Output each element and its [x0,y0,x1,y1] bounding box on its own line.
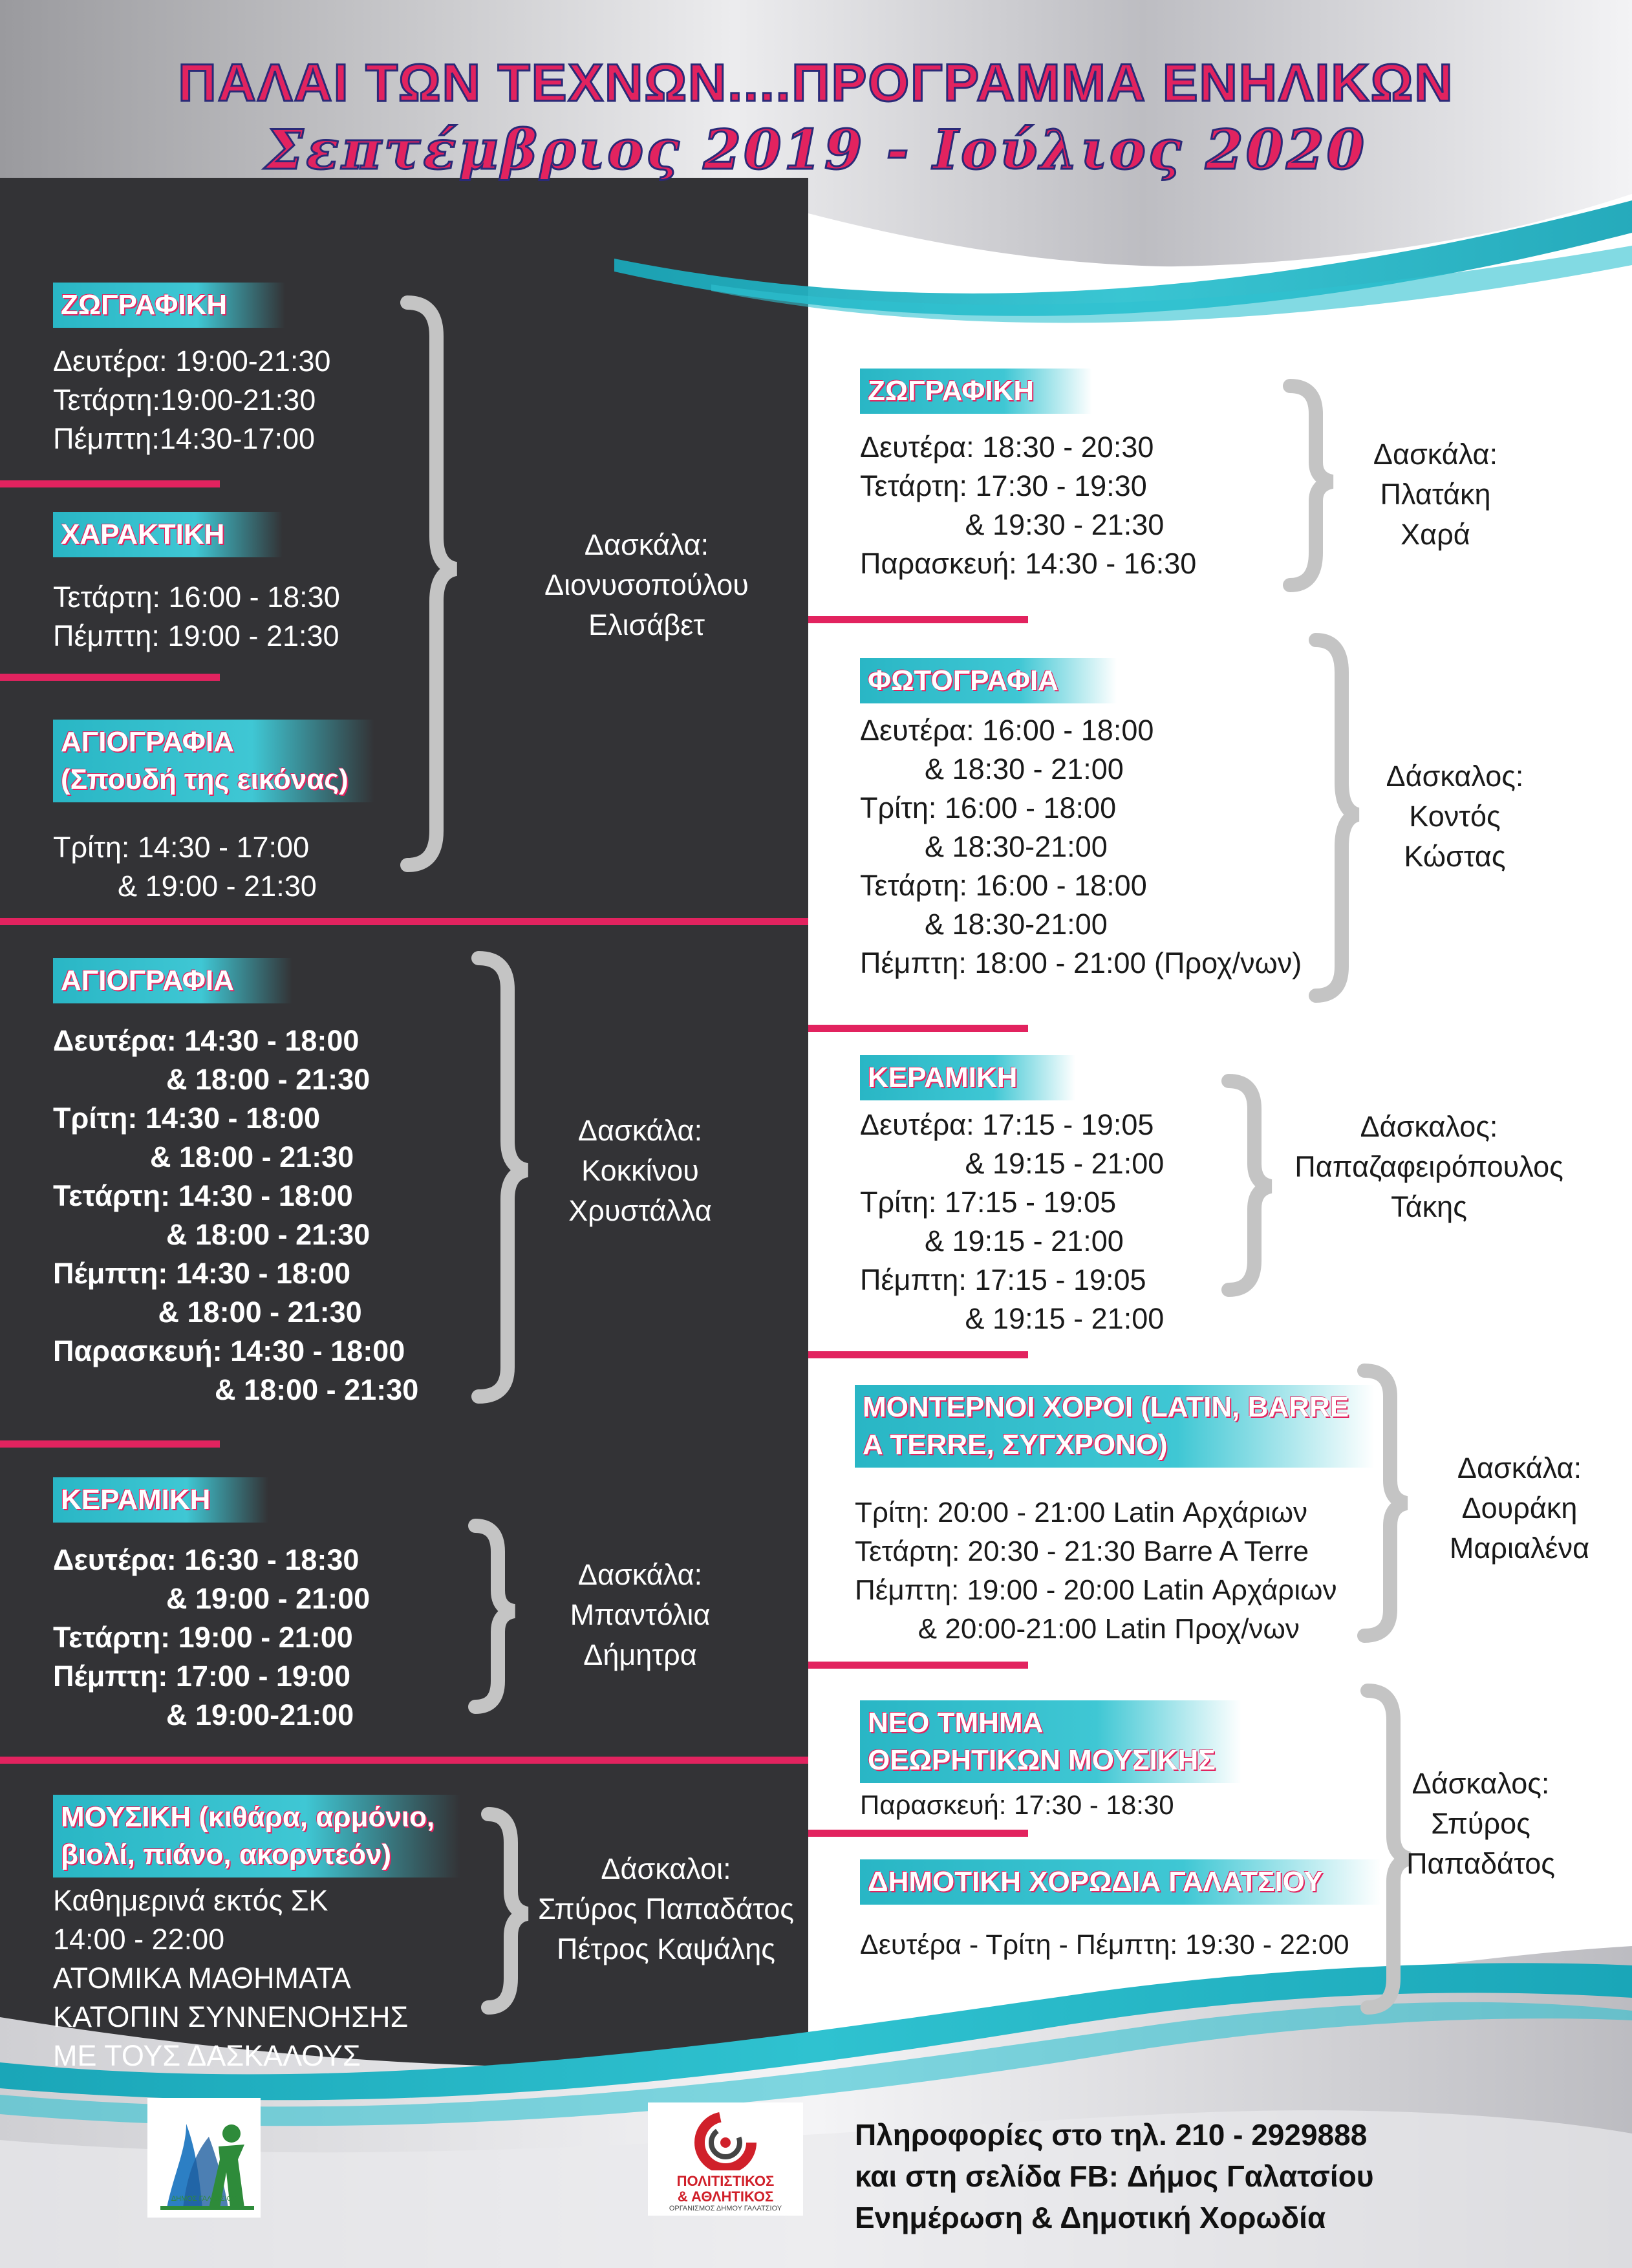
section-title: ΧΑΡΑΚΤΙΚΗ [53,512,283,557]
schedule-lines: Δευτέρα: 16:30 - 18:30 & 19:00 - 21:00 Τετάρτη: 19:00 - 21:00 Πέμπτη: 17:00 - 19:00 & 19:00-21:00 [53,1543,370,1731]
teacher-bantolia: Δασκάλα: Μπαντόλια Δήμητρα [570,1558,711,1671]
teacher-papadatos-kapsalis: Δάσκαλοι: Σπύρος Παπαδάτος Πέτρος Καψάλης [538,1852,794,1965]
teacher-dionysopoulou: Δασκάλα: Διονυσοπούλου Ελισάβετ [544,528,749,641]
logo-line1: ΠΟΛΙΤΙΣΤΙΚΟΣ [676,2173,775,2189]
teacher-kokkinou: Δασκάλα: Κοκκίνου Χρυστάλλα [568,1114,712,1227]
schedule-lines: Δευτέρα: 19:00-21:30 Τετάρτη:19:00-21:30 Πέμπτη:14:30-17:00 [53,345,331,455]
schedule-lines: Καθημερινά εκτός ΣΚ 14:00 - 22:00 ΑΤΟΜΙΚΑ ΜΑΘΗΜΑΤΑ ΚΑΤΟΠΙΝ ΣΥΝΝΕΝΟΗΣΗΣ ΜΕ ΤΟΥΣ ΔΑΣΚΑΛΟΥΣ [53,1884,409,2072]
section-theoria [860,1700,1241,1824]
section-chorodia [860,1859,1381,1964]
divider [0,480,220,487]
schedule-lines: Δευτέρα: 14:30 - 18:00 & 18:00 - 21:30 Τρίτη: 14:30 - 18:00 & 18:00 - 21:30 Τετάρτη: 14:30 - 18:00 & 18:00 - 21:30 Πέμπτη: 14:30 - 18:00 & 18:00 - 21:30 Παρασκευή: 14:30 - 18:00 & 18:00 - 21:30 [53,1024,419,1406]
section-zografiki-right [860,369,1196,583]
dimos-galatsiou-logo-text: ΔΗΜΟΣ ΓΑΛΑΤΣΙΟΥ [171,2195,237,2203]
section-title: ΑΓΙΟΓΡΑΦΙΑ (Σπουδή της εικόνας) [53,720,374,802]
schedule-lines: Δευτέρα: 16:00 - 18:00 & 18:30 - 21:00 Τρίτη: 16:00 - 18:00 & 18:30-21:00 Τετάρτη: 16:00 - 18:00 & 18:30-21:00 Πέμπτη: 18:00 - 21:00 (Προχ/νων) [860,714,1302,979]
divider [808,1351,1028,1358]
schedule-lines: Δευτέρα: 17:15 - 19:05 & 19:15 - 21:00 Τρίτη: 17:15 - 19:05 & 19:15 - 21:00 Πέμπτη: 17:15 - 19:05 & 19:15 - 21:00 [860,1108,1165,1335]
divider [0,918,808,925]
section-fotografia [860,658,1302,983]
schedule-lines: Δευτέρα: 18:30 - 20:30 Τετάρτη: 17:30 - 19:30 & 19:30 - 21:30 Παρασκευή: 14:30 - 16:30 [860,431,1197,580]
teacher-papazafeiropoulos: Δάσκαλος: Παπαζαφειρόπουλος Τάκης [1294,1110,1563,1223]
section-title: ΚΕΡΑΜΙΚΗ [53,1477,268,1523]
section-title: ΔΗΜΟΤΙΚΗ ΧΟΡΩΔΙΑ ΓΑΛΑΤΣΙΟΥ [860,1859,1381,1905]
section-title: ΖΩΓΡΑΦΙΚΗ [53,283,285,328]
section-title: ΚΕΡΑΜΙΚΗ [860,1055,1075,1100]
teacher-platakis: Δασκάλα: Πλατάκη Χαρά [1373,438,1498,551]
logo-sub: ΟΡΓΑΝΙΣΜΟΣ ΔΗΜΟΥ ΓΑΛΑΤΣΙΟΥ [669,2205,782,2212]
brace-right-1 [1290,386,1332,585]
section-title: ΦΩΤΟΓΡΑΦΙΑ [860,658,1117,703]
divider [808,616,1028,623]
politistikos-organismos-logo [648,2102,803,2216]
section-title: ΝΕΟ ΤΜΗΜΑ ΘΕΩΡΗΤΙΚΩΝ ΜΟΥΣΙΚΗΣ [860,1700,1241,1783]
section-title: ΜΟΥΣΙΚΗ (κιθάρα, αρμόνιο, βιολί, πιάνο, ακορντεόν) [53,1795,460,1878]
section-agiografia-eikona [53,720,374,906]
section-keramiki-right [860,1055,1164,1338]
schedule-lines: Τρίτη: 20:00 - 21:00 Latin Αρχάριων Τετάρτη: 20:30 - 21:30 Barre A Terre Πέμπτη: 19:00 - 20:00 Latin Αρχάριων & 20:00-21:00 Latin Προχ/νων [855,1497,1337,1645]
dimos-galatsiou-logo [147,2098,261,2218]
section-zografiki-left [53,283,330,458]
section-title: ΑΓΙΟΓΡΑΦΙΑ [53,958,292,1003]
teacher-papadatos: Δάσκαλος: Σπύρος Παπαδάτος [1406,1767,1555,1880]
section-agiografia [53,958,418,1409]
schedule-lines: Δευτέρα - Τρίτη - Πέμπτη: 19:30 - 22:00 [860,1929,1349,1960]
divider [0,674,220,681]
section-title: ΖΩΓΡΑΦΙΚΗ [860,369,1092,414]
divider [808,1025,1028,1032]
contact-info: Πληροφορίες στο τηλ. 210 - 2929888 και στη σελίδα FB: Δήμος Γαλατσίου Ενημέρωση & Δημοτική Χορωδία [855,2118,1374,2234]
divider [808,1830,1028,1837]
teacher-douraki: Δασκάλα: Δουράκη Μαριαλένα [1449,1451,1590,1565]
schedule-lines: Τετάρτη: 16:00 - 18:30 Πέμπτη: 19:00 - 21:30 [53,581,340,652]
divider [0,1757,808,1764]
section-title: ΜΟΝΤΕΡΝΟΙ ΧΟΡΟΙ (LATIN, BARRE A TERRE, ΣΥΓΧΡΟΝΟ) [855,1385,1375,1468]
page-subtitle: Σεπτέμβριος 2019 - Ιούλιος 2020 [264,118,1368,182]
section-mousiki [53,1795,460,2075]
section-charaktiki [53,512,340,656]
schedule-lines: Τρίτη: 14:30 - 17:00 & 19:00 - 21:30 [53,831,317,903]
logo-line2: & ΑΘΛΗΤΙΚΟΣ [677,2188,774,2205]
section-moderno [855,1385,1375,1649]
section-keramiki-left [53,1477,370,1735]
politistikos-organismos-icon [648,2102,803,2170]
teacher-kontos: Δάσκαλος: Κοντός Κώστας [1386,760,1524,873]
divider [808,1662,1028,1669]
schedule-lines: Παρασκευή: 17:30 - 18:30 [860,1790,1174,1820]
divider [0,1440,220,1448]
page-title: ΠΑΛΑΙ ΤΩΝ ΤΕΧΝΩΝ....ΠΡΟΓΡΑΜΜΑ ΕΝΗΛΙΚΩΝ [178,54,1454,112]
